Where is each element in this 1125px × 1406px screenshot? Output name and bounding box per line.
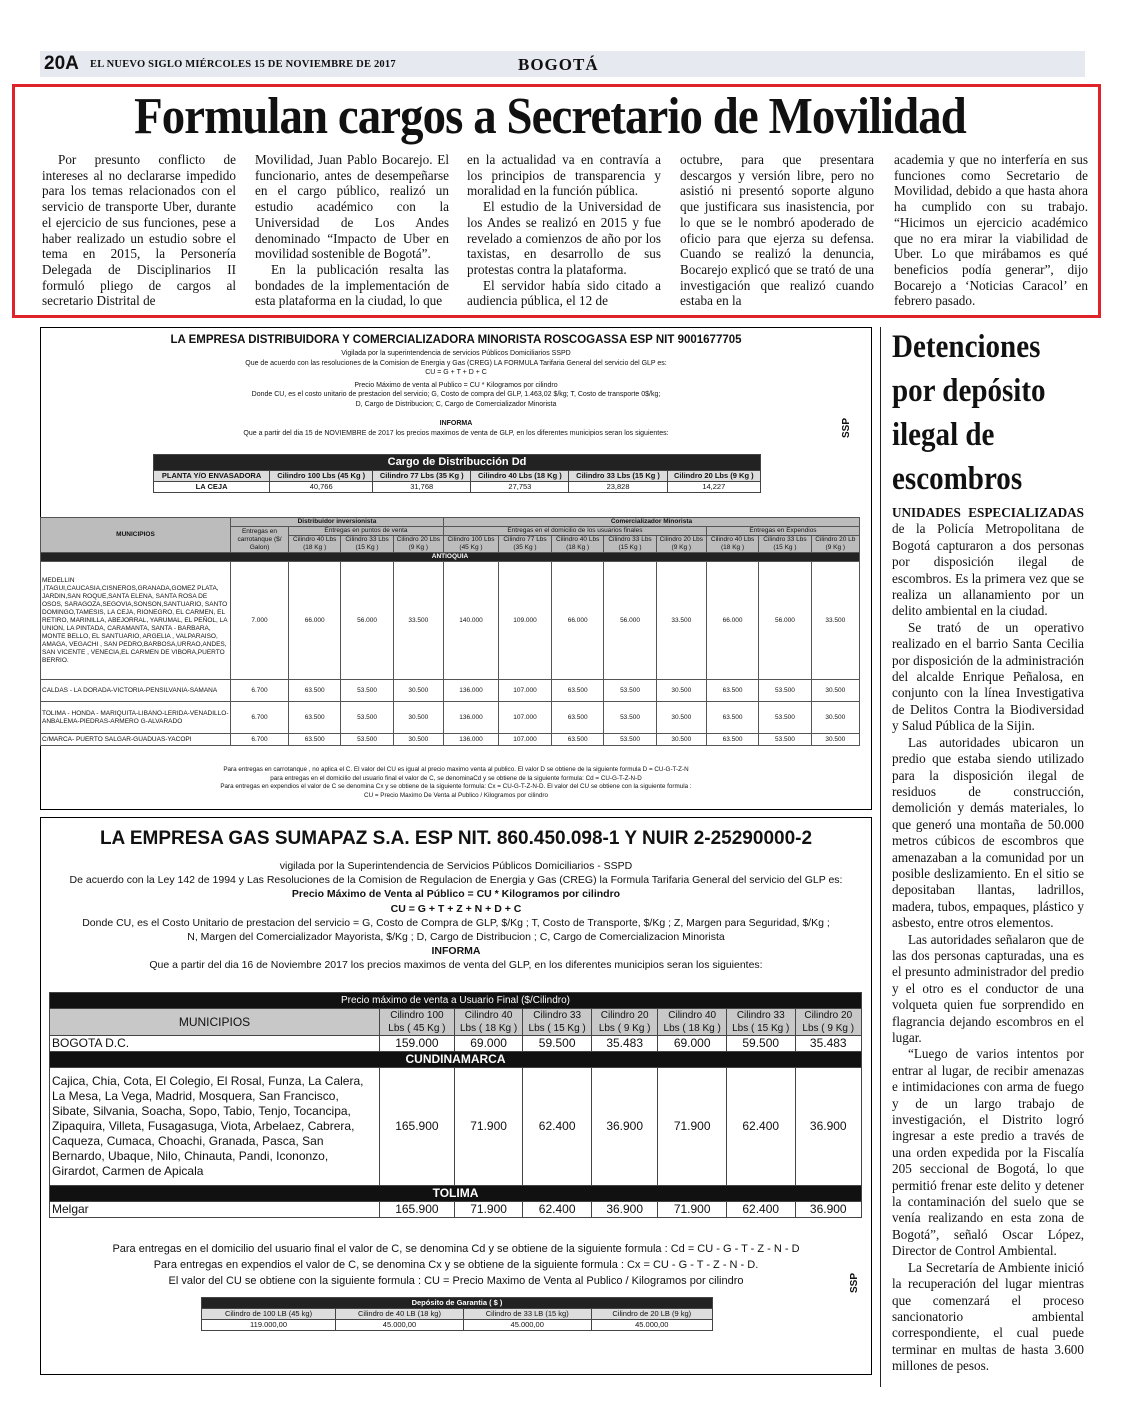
column-header: MUNICIPIOS — [41, 518, 231, 553]
column-header: Cilindro 40 Lbs (18 Kg ) — [289, 536, 341, 553]
lead-paragraph: Movilidad, Juan Pablo Bocarejo. El funcionario, antes de desempeñarse en el cargo público, realizó un estudio académico con la Universidad de Los Andes denominado “Impacto de Uber en movilidad sostenible de Bogotá”. — [255, 152, 449, 262]
price-cell: 30.500 — [393, 702, 443, 734]
side-article-body — [892, 505, 1084, 1375]
table-row — [41, 734, 860, 746]
table-title: Cargo de Distribucción Dd — [154, 455, 761, 471]
price-cell: 63.500 — [706, 734, 758, 746]
ad-line: Que a partir del dia 15 de NOVIEMBRE de 2017 los precios maximos de venta de GLP, en los diferentes municipios seran los siguientes: — [243, 429, 669, 437]
side-article-headline — [892, 325, 1086, 501]
page-number: 20A — [44, 53, 79, 74]
ssp-logo: SSP — [849, 1272, 860, 1293]
municipality-cell: BOGOTA D.C. — [50, 1036, 380, 1052]
column-header: Cilindro 33 Lbs ( 15 Kg ) — [726, 1009, 795, 1036]
side-paragraph: La Secretaría de Ambiente inició la recuperación del lugar mientras que comenzará el proceso sancionatorio ambiental correspondiente, el cual puede terminar en multas de hasta 3.600 millones de pesos. — [892, 1259, 1084, 1374]
ad-line: Que de acuerdo con las resoluciones de la Comision de Energia y Gas (CREG) LA FORMULA Tarifaria General del servicio del GLP es: — [245, 359, 667, 367]
headline-line: escombros — [892, 461, 1023, 497]
lead-paragraph: El servidor había sido citado a audiencia pública, el 12 de — [467, 277, 661, 309]
deposit-cell: 45.000,00 — [336, 1320, 464, 1331]
side-paragraph: Las autoridades ubicaron un predio que estaba siendo utilizado para la disposición ilegal de residuos de construcción, demolición y demás materiales, lo que generó una montaña de 50.000 metros cúbicos de escombros que amenazaban a la comunidad por un posible deslizamiento. En el sitio se depositaban llantas, ladrillos, madera, tubos, empaques, plástico y asbesto, entre otros elementos. — [892, 734, 1084, 931]
footnote: Para entregas en carrotanque , no aplica el C. El valor del CU es igual al precio maximo venta al publico. El valor D se obtiene de la siguiente formula D = CU-G-T-Z-N — [223, 766, 689, 773]
price-cell: 136.000 — [443, 702, 498, 734]
footnote: Para entregas en el domicilio del usuario final el valor de C, se denomina Cd y se obtiene de la siguiente formula : Cd = CU - G - T - Z - N - D — [112, 1243, 800, 1255]
price-cell: 35.483 — [795, 1036, 861, 1052]
roscogassa-price-table — [40, 517, 860, 746]
price-cell: 30.500 — [811, 702, 859, 734]
price-cell: 62.400 — [726, 1202, 795, 1218]
table-row — [41, 680, 860, 702]
price-cell: 53.500 — [604, 702, 656, 734]
footnote: para entregas en el domicilio del usuario final el valor de C, se denominaCd y se obtiene de la siguiente formula: Cd = CU-G-T-Z-N-D — [270, 774, 642, 782]
price-cell: 6.700 — [231, 680, 289, 702]
price-cell: 165.900 — [380, 1202, 455, 1218]
lead-paragraph: en la actualidad va en contravía a los principios de transparencia y moralidad en la función pública. — [467, 152, 661, 199]
column-header: Comercializador Minorista — [443, 518, 859, 527]
headline-line: Detenciones — [892, 329, 1041, 365]
column-header: Entregas en Expendios — [706, 527, 859, 536]
side-paragraph: “Luego de varios intentos por entrar al lugar, de recibir amenazas e intimidaciones con arma de fuego y de un largo trabajo de investigación, el Distrito logró ingresar a este predio a través de una orden expedida por la Fiscalía 205 seccional de Bogotá, lo que permitió frenar este delito y detener la contaminación del suelo que se venía realizando en esta zona de Bogotá”, señaló Oscar López, Director de Control Ambiental. — [892, 1046, 1084, 1259]
ad-line: Vigilada por la superintendencia de servicios Públicos Domiciliarios SSPD — [341, 350, 571, 357]
price-cell: 30.500 — [393, 734, 443, 746]
lead-headline: Formulan cargos a Secretario de Movilidad — [134, 88, 966, 145]
ad-line: Que a partir del dia 16 de Noviembre 2017 los precios maximos de venta del GLP, en los diferentes municipios seran los siguientes: — [149, 959, 763, 972]
section-name: BOGOTÁ — [518, 55, 599, 74]
price-cell: 71.900 — [454, 1068, 523, 1186]
footnote: Para entregas en expendios el valor de C, se denomina Cx y se obtiene de la siguiente formula : Cx = CU - G - T - Z - N - D. — [153, 1259, 759, 1271]
column-header: Cilindro 100 Lbs ( 45 Kg ) — [380, 1009, 455, 1036]
price-cell: 109.000 — [499, 562, 552, 680]
municipality-cell: CALDAS - LA DORADA-VICTORIA-PENSILVANIA-SAMANA — [41, 680, 231, 702]
price-cell: 30.500 — [393, 680, 443, 702]
column-header: Entregas en el domicilio de los usuarios finales — [443, 527, 706, 536]
table-title: Depósito de Garantia ( $ ) — [202, 1298, 713, 1309]
price-cell: 30.500 — [811, 734, 859, 746]
ad-text — [41, 859, 871, 973]
price-cell: 53.500 — [759, 734, 811, 746]
price-cell: 63.500 — [706, 680, 758, 702]
column-header: Cilindro 77 Lbs (35 Kg ) — [373, 471, 471, 482]
region-row: CUNDINAMARCA — [50, 1052, 862, 1068]
side-paragraph: UNIDADES ESPECIALIZADAS de la Policía Metropolitana de Bogotá capturaron a dos personas por disposición ilegal de escombros. Es la primera vez que se realiza un allanamiento por un delito ambiental en la ciudad. — [892, 505, 1084, 619]
price-cell: 63.500 — [551, 734, 603, 746]
lead-column-4 — [680, 152, 874, 309]
lead-caps: UNIDADES ESPECIALIZADAS — [892, 505, 1084, 520]
price-cell: 107.000 — [499, 680, 552, 702]
footnote: CU = Precio Maximo De Venta al Publico / Kilogramos por cilindro — [364, 791, 548, 799]
ad-footnotes — [41, 1241, 871, 1289]
price-cell: 6.700 — [231, 702, 289, 734]
price-cell: 69.000 — [454, 1036, 523, 1052]
lead-paragraph: El estudio de la Universidad de los Andes se realizó en 2015 y fue revelado a comienzos de año por los taxistas, en desarrollo de sus protestas contra la plataforma. — [467, 199, 661, 277]
column-header: Cilindro 40 Lbs (18 Kg ) — [706, 536, 758, 553]
table-row — [50, 1068, 862, 1186]
table-cell: 31,768 — [373, 482, 471, 493]
municipality-cell: TOLIMA - HONDA - MARIQUITA-LIBANO-LERIDA-VENADILLO-ANBALEMA-PIEDRAS-ARMERO G-ALVARADO — [41, 702, 231, 734]
price-cell: 66.000 — [289, 562, 341, 680]
price-cell: 53.500 — [341, 702, 393, 734]
column-header: MUNICIPIOS — [50, 1009, 380, 1036]
price-cell: 62.400 — [523, 1202, 592, 1218]
price-cell: 33.500 — [811, 562, 859, 680]
column-header: Cilindro 33 Lbs (15 Kg ) — [569, 471, 667, 482]
table-row — [41, 562, 860, 680]
column-header: Cilindro 20 Lbs (9 Kg ) — [393, 536, 443, 553]
ad-line: N, Margen del Comercializador Mayorista, $/Kg ; D, Cargo de Distribucion ; C, Cargo de Comercializacion Minorista — [187, 931, 725, 944]
municipality-cell: Melgar — [50, 1202, 380, 1218]
price-cell: 59.500 — [523, 1036, 592, 1052]
price-cell: 107.000 — [499, 702, 552, 734]
column-header: Cilindro 77 Lbs (35 Kg ) — [499, 536, 552, 553]
column-rule — [880, 327, 881, 1387]
price-cell: 53.500 — [604, 734, 656, 746]
distribution-charge-table — [153, 454, 761, 493]
price-cell: 140.000 — [443, 562, 498, 680]
table-cell: LA CEJA — [154, 482, 270, 493]
price-cell: 66.000 — [706, 562, 758, 680]
lead-paragraph: academia y que no interfería en sus funciones como Secretario de Movilidad, debido a que hasta ahora ha cumplido con su trabajo. “Hicimos un ejercicio académico que no era mirar la viabilidad de Uber. Lo que mirábamos es qué beneficios podía generar”, dijo Bocarejo a ‘Noticias Caracol’ en febrero pasado. — [894, 152, 1088, 309]
price-cell: 62.400 — [726, 1068, 795, 1186]
price-cell: 159.000 — [380, 1036, 455, 1052]
column-header: Cilindro 33 Lbs (15 Kg ) — [341, 536, 393, 553]
region-row: TOLIMA — [50, 1186, 862, 1202]
ad-line: Donde CU, es el Costo Unitario de prestacion del servicio = G, Costo de Compra de GLP, $/Kg ; T, Costo de Transporte, $/Kg ; Z, Margen para Seguridad, $/Kg ; — [82, 916, 830, 929]
price-cell: 7.000 — [231, 562, 289, 680]
ad-text — [41, 349, 871, 438]
price-cell: 53.500 — [759, 680, 811, 702]
side-paragraph: Se trató de un operativo realizado en el barrio Santa Cecilia por disposición de la administración del alcalde Enrique Peñalosa, en conjunto con la línea Investigativa de Delitos Contra la Biodiversidad y Salud Pública de la Sijin. — [892, 619, 1084, 734]
column-header: Cilindro 100 Lbs (45 Kg ) — [270, 471, 373, 482]
price-cell: 107.000 — [499, 734, 552, 746]
lead-column-5 — [894, 152, 1088, 309]
price-cell: 63.500 — [551, 702, 603, 734]
column-header: Cilindro 20 Lbs (9 Kg ) — [667, 471, 760, 482]
deposit-cell: 119.000,00 — [202, 1320, 336, 1331]
column-header: Cilindro de 33 LB (15 kg) — [463, 1309, 591, 1320]
price-cell: 33.500 — [656, 562, 706, 680]
column-header: Entregas en puntos de venta — [289, 527, 444, 536]
gas-sumapaz-advertisement — [40, 817, 872, 1375]
ad-line: vigilada por la Superintendencia de Servicios Públicos Domiciliarios - SSPD — [279, 860, 633, 872]
lead-column-3 — [467, 152, 661, 309]
column-header: Cilindro 40 Lbs (18 Kg ) — [471, 471, 569, 482]
ad-formula: CU = G + T + Z + N + D + C — [390, 902, 522, 915]
ad-line: D, Cargo de Distribucion; C, Cargo de Comercializador Minorista — [355, 400, 557, 408]
price-cell: 63.500 — [289, 680, 341, 702]
lead-column-1 — [42, 152, 236, 309]
price-cell: 71.900 — [454, 1202, 523, 1218]
price-cell: 59.500 — [726, 1036, 795, 1052]
price-cell: 56.000 — [341, 562, 393, 680]
ad-line: De acuerdo con la Ley 142 de 1994 y Las Resoluciones de la Comision de Regulacion de Energia y Gas (CREG) la Formula Tarifaria General del servicio del GLP es: — [69, 874, 843, 887]
price-cell: 71.900 — [658, 1202, 727, 1218]
price-cell: 6.700 — [231, 734, 289, 746]
column-header: Entregas en carrotanque ($/ Galon) — [231, 527, 289, 553]
price-cell: 36.900 — [591, 1202, 657, 1218]
deposit-cell: 45.000,00 — [463, 1320, 591, 1331]
table-cell: 23,828 — [569, 482, 667, 493]
sumapaz-price-table — [49, 992, 862, 1218]
price-cell: 56.000 — [759, 562, 811, 680]
price-cell: 63.500 — [706, 702, 758, 734]
table-row — [41, 702, 860, 734]
municipality-cell: Cajica, Chia, Cota, El Colegio, El Rosal, Funza, La Calera, La Mesa, La Vega, Madrid, Mosquera, San Francisco, Sibate, Silvania, Soacha, Sopo, Tabio, Tenjo, Tocancipa, Zipaquira, Villeta, Fusagasuga, Viota, Arbelaez, Cabrera, Caqueza, Cumaca, Choachi, Granada, Pasca, San Bernardo, Ubaque, Nilo, Chinauta, Pandi, Icononzo, Girardot, Carmen de Apicala — [50, 1068, 380, 1186]
column-header: Cilindro de 40 LB (18 kg) — [336, 1309, 464, 1320]
price-cell: 63.500 — [289, 734, 341, 746]
lead-paragraph: octubre, para que presentara descargos y versión libre, pero no asistió ni presentó soporte alguno que justificara sus inasistencia, por lo que se le nombró apoderado de oficio para que ejerza su defensa. Cuando se realizó la denuncia, Bocarejo explicó que se trató de una investigación que realizó cuando estaba en la — [680, 152, 874, 309]
price-cell: 30.500 — [811, 680, 859, 702]
ad-title: LA EMPRESA DISTRIBUIDORA Y COMERCIALIZADORA MINORISTA ROSCOGASSA ESP NIT 9001677705 — [170, 334, 742, 346]
price-cell: 62.400 — [523, 1068, 592, 1186]
ad-informa: INFORMA — [439, 420, 473, 427]
price-cell: 71.900 — [658, 1068, 727, 1186]
column-header: Cilindro 40 Lbs ( 18 Kg ) — [454, 1009, 523, 1036]
price-cell: 56.000 — [604, 562, 656, 680]
price-cell: 30.500 — [656, 680, 706, 702]
price-cell: 66.000 — [551, 562, 603, 680]
price-cell: 63.500 — [289, 702, 341, 734]
price-cell: 36.900 — [591, 1068, 657, 1186]
side-paragraph: Las autoridades señalaron que de las dos personas capturadas, una es el presunto administrador del predio y el otro es el conductor de una volqueta quien fue sorprendido en flagrancia dejando escombros en el lugar. — [892, 931, 1084, 1045]
lead-paragraph: Por presunto conflicto de intereses al no declararse impedido para los temas relacionados con el servicio de transporte Uber, durante el ejercicio de sus funciones, pese a haber realizado un estudio sobre el tema en 2015, la Personería Delegada de Disciplinarios II formuló pliego de cargos al secretario Distrital de — [42, 152, 236, 309]
price-cell: 69.000 — [658, 1036, 727, 1052]
column-header: Cilindro 40 Lbs (18 Kg ) — [551, 536, 603, 553]
deposit-cell: 45.000,00 — [591, 1320, 712, 1331]
price-cell: 35.483 — [591, 1036, 657, 1052]
municipality-cell: MEDELLIN ,ITAGUI,CAUCASIA,CISNEROS,GRANADA,GOMEZ PLATA, JARDIN,SAN ROQUE,SANTA ELENA, SANTA ROSA DE OSOS, SARAGOZA,SEGOVIA,SONSON,SANTUARIO, SANTO DOMINGO,TAMESIS, LA CEJA, RIONEGRO, EL CARMEN, EL RETIRO, MARINILLA, ABEJORRAL, YARUMAL, EL PEÑOL, LA UNION, LA PINTADA, CARAMANTA, SANTA - BARBARA, MONTE BELLO, EL SANTUARIO, ARGELIA , VALPARAISO, AMAGA, VEGACHI , SAN PEDRO,BARBOSA,URRAO,ANDES, SAN VICENTE , VENECIA,EL CARMEN DE VIBORA,PUERTO BERRIO. — [41, 562, 231, 680]
table-cell: 14,227 — [667, 482, 760, 493]
price-cell: 53.500 — [759, 702, 811, 734]
lead-column-2 — [255, 152, 449, 309]
price-cell: 53.500 — [604, 680, 656, 702]
column-header: Cilindro 100 Lbs (45 Kg ) — [443, 536, 498, 553]
lead-paragraph: En la publicación resalta las bondades de la implementación de esta plataforma en la ciudad, lo que — [255, 261, 449, 309]
price-cell: 53.500 — [341, 734, 393, 746]
price-cell: 30.500 — [656, 702, 706, 734]
column-header: Cilindro 20 Lb (9 Kg ) — [811, 536, 859, 553]
column-header: PLANTA Y/O ENVASADORA — [154, 471, 270, 482]
ad-formula: CU = G + T + D + C — [425, 369, 487, 376]
price-cell: 30.500 — [656, 734, 706, 746]
footnote: Para entregas en expendios el valor de C se denomina Cx y se obtiene de la siguiente formula: Cx = CU-G-T-Z-N-D. El valor del CU se obtiene con la siguiente formula : — [220, 783, 692, 790]
table-cell: 40,766 — [270, 482, 373, 493]
column-header: Cilindro de 20 LB (9 kg) — [591, 1309, 712, 1320]
ad-title: LA EMPRESA GAS SUMAPAZ S.A. ESP NIT. 860.450.098-1 Y NUIR 2-25290000-2 — [99, 828, 813, 849]
municipality-cell: C/MARCA- PUERTO SALGAR-GUADUAS-YACOPI — [41, 734, 231, 746]
table-title: Precio máximo de venta a Usuario Final ($/Cilindro) — [50, 993, 862, 1009]
price-cell: 165.900 — [380, 1068, 455, 1186]
ssp-logo: SSP — [841, 417, 852, 438]
price-cell: 33.500 — [393, 562, 443, 680]
price-cell: 63.500 — [551, 680, 603, 702]
ad-informa: INFORMA — [431, 945, 481, 958]
ad-footnotes — [41, 766, 871, 800]
masthead-date: EL NUEVO SIGLO MIÉRCOLES 15 DE NOVIEMBRE DE 2017 — [90, 59, 396, 70]
price-cell: 36.900 — [795, 1068, 861, 1186]
deposit-table — [201, 1297, 713, 1331]
table-cell: 27,753 — [471, 482, 569, 493]
region-row: ANTIOQUIA — [41, 553, 860, 562]
headline-line: ilegal de — [892, 417, 995, 453]
ad-line: Donde CU, es el costo unitario de prestacion del servicio; G, Costo de compra del GLP, 1.463,02 $/kg; T, Costo de transporte 0$/kg; — [251, 391, 661, 398]
price-cell: 36.900 — [795, 1202, 861, 1218]
headline-line: por depósito — [892, 373, 1046, 409]
column-header: Cilindro 20 Lbs ( 9 Kg ) — [795, 1009, 861, 1036]
table-row — [50, 1202, 862, 1218]
ad-line: Precio Máximo de Venta al Público = CU * Kilogramos por cilindro — [291, 888, 621, 901]
table-row — [50, 1036, 862, 1052]
price-cell: 136.000 — [443, 680, 498, 702]
column-header: Cilindro 33 Lbs (15 Kg ) — [759, 536, 811, 553]
price-cell: 136.000 — [443, 734, 498, 746]
column-header: Cilindro 33 Lbs (15 Kg ) — [604, 536, 656, 553]
column-header: Cilindro 40 Lbs ( 18 Kg ) — [658, 1009, 727, 1036]
roscogassa-advertisement — [40, 327, 872, 810]
price-cell: 53.500 — [341, 680, 393, 702]
column-header: Distribuidor inversionista — [231, 518, 444, 527]
column-header: Cilindro 20 Lbs ( 9 Kg ) — [591, 1009, 657, 1036]
ad-line: Precio Máximo de venta al Publico = CU * Kilogramos por cilindro — [354, 381, 558, 389]
column-header: Cilindro de 100 LB (45 kg) — [202, 1309, 336, 1320]
footnote: El valor del CU se obtiene con la siguiente formula : CU = Precio Maximo de Venta al Publico / Kilogramos por cilindro — [168, 1275, 744, 1287]
column-header: Cilindro 20 Lbs (9 Kg ) — [656, 536, 706, 553]
column-header: Cilindro 33 Lbs ( 15 Kg ) — [523, 1009, 592, 1036]
